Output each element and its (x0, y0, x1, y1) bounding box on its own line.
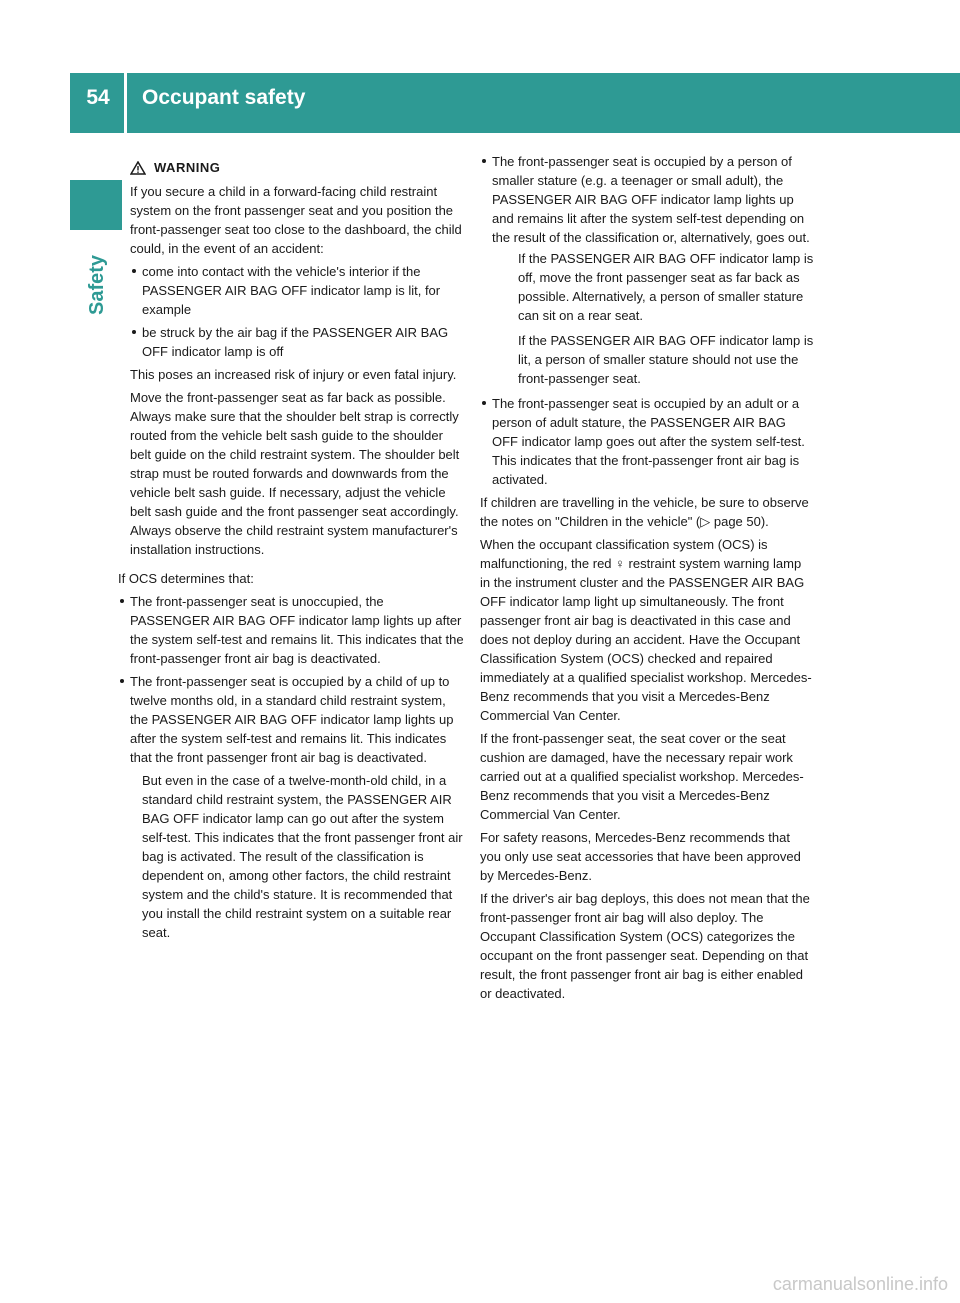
malfunction-note (480, 535, 814, 725)
ocs-bullet-unoccupied: The front-passenger seat is unoccupied, the PASSENGER AIR BAG OFF indicator lamp lights up after the system self-test and remains lit. This indicates that the front-passenger front air bag is deactivated. (118, 592, 464, 668)
side-tab (70, 180, 122, 230)
ocs-bullet-adult: The front-passenger seat is occupied by an adult or a person of adult stature, the PASSENGER AIR BAG OFF indicator lamp goes out after the system self-test. This indicates that the front-passenger front air bag is activated. (480, 394, 814, 489)
header-divider (124, 73, 127, 133)
ocs-bullet-infant-text: The front-passenger seat is occupied by a child of up to twelve months old, in a standard child restraint system, the PASSENGER AIR BAG OFF indicator lamp lights up after the system self-test and remains lit. This indicates that the front passenger front air bag is deactivated. (130, 674, 454, 765)
warning-box (118, 158, 464, 559)
warning-heading (130, 158, 464, 177)
ocs-bullet-list-left (118, 592, 464, 767)
ocs-bullet-list-right (480, 152, 814, 489)
warning-triangle-icon (130, 161, 146, 175)
malfunction-text-a: When the occupant classification system (OCS) is malfunctioning, the red (480, 537, 768, 571)
side-label: Safety (86, 254, 108, 315)
malfunction-text-b: restraint system warning lamp in the instrument cluster and the PASSENGER AIR BAG OFF indicator lamp light up simultaneously. The front passenger front air bag is deactivated in this case and does not deploy during an accident. Have the Occupant Classification System (OCS) checked and repaired immediately at a qualified specialist workshop. Mercedes-Benz recommends that you visit a Mercedes-Benz Commercial Van Center. (480, 556, 812, 723)
damage-note: If the front-passenger seat, the seat cover or the seat cushion are damaged, have the necessary repair work carried out at a qualified specialist workshop. Mercedes-Benz recommends that you visit a Mercedes-Benz Commercial Van Center. (480, 731, 804, 822)
warning-risk: This poses an increased risk of injury or even fatal injury. (130, 367, 457, 382)
driver-airbag-note: If the driver's air bag deploys, this does not mean that the front-passenger front air bag will also deploy. The Occupant Classification System (OCS) categorizes the occupant on the front passenger seat. Depending on that result, the front passenger front air bag is either enabled or deactivated. (480, 891, 810, 1001)
ocs-intro: If OCS determines that: (118, 571, 254, 586)
ocs-infant-note: But even in the case of a twelve-month-old child, in a standard child restraint system, the PASSENGER AIR BAG OFF indicator lamp can go out after the system self-test. This indicates that the front passenger front air bag is activated. The result of the classification is dependent on, among other factors, the child restraint system and the child's stature. It is recommended that you install the child restraint system on a suitable rear seat. (142, 773, 463, 940)
warning-bullet: come into contact with the vehicle's interior if the PASSENGER AIR BAG OFF indicator lamp is lit, for example (130, 262, 464, 319)
left-column (118, 158, 464, 948)
right-column (480, 152, 814, 1007)
warning-title: WARNING (154, 160, 221, 175)
section-title: Occupant safety (142, 86, 306, 109)
ocs-bullet-small-stature-text: The front-passenger seat is occupied by a person of smaller stature (e.g. a teenager or small adult), the PASSENGER AIR BAG OFF indicator lamp lights up and remains lit after the system self-test depending on the result of the classification or, alternatively, goes out. (492, 154, 810, 245)
ocs-small-stature-off-note: If the PASSENGER AIR BAG OFF indicator lamp is off, move the front passenger seat as far back as possible. Alternatively, a person of smaller stature can sit on a rear seat. (518, 251, 814, 323)
footer-watermark: carmanualsonline.info (772, 1274, 948, 1294)
accessories-note: For safety reasons, Mercedes-Benz recommends that you only use seat accessories that have been approved by Mercedes-Benz. (480, 830, 801, 883)
warning-bullet: be struck by the air bag if the PASSENGER AIR BAG OFF indicator lamp is off (130, 323, 464, 361)
ocs-bullet-infant (118, 672, 464, 767)
ocs-bullet-small-stature (480, 152, 814, 388)
restraint-system-warning-icon: ♀ (615, 556, 625, 571)
children-note: If children are travelling in the vehicle, be sure to observe the notes on "Children in the vehicle" (▷ page 50). (480, 495, 809, 529)
warning-intro: If you secure a child in a forward-facing child restraint system on the front passenger seat and you position the front-passenger seat too close to the dashboard, the child could, in the event of an accident: (130, 184, 462, 256)
ocs-small-stature-lit-note: If the PASSENGER AIR BAG OFF indicator lamp is lit, a person of smaller stature should not use the front-passenger seat. (518, 333, 814, 386)
warning-bullet-list (130, 262, 464, 361)
warning-advice: Move the front-passenger seat as far back as possible. Always make sure that the shoulder belt strap is correctly routed from the vehicle belt sash guide to the shoulder belt guide on the child restraint system. The shoulder belt strap must be routed forwards and downwards from the vehicle belt sash guide. If necessary, adjust the vehicle belt sash guide and the front passenger seat accordingly. Always observe the child restraint system manufacturer's installation instructions. (130, 390, 460, 557)
page-number: 54 (86, 86, 110, 109)
